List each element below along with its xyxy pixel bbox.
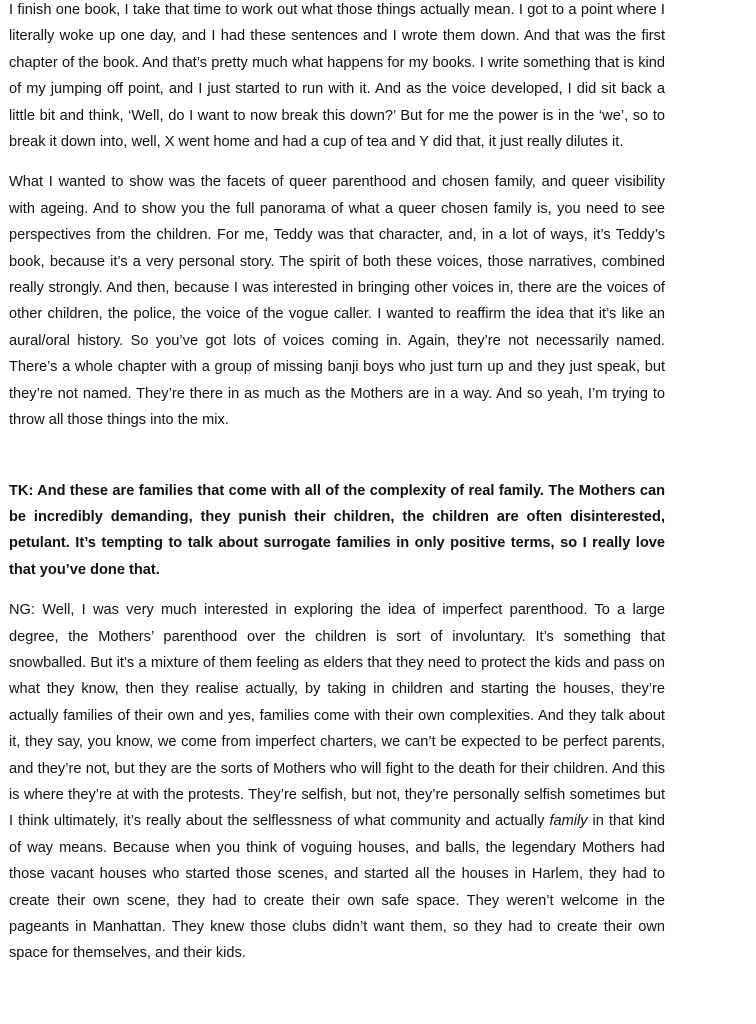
emphasized-word: family [549, 813, 588, 830]
answer-text-after-emphasis: in that kind of way means. Because when you think of voguing houses, and balls, the legendary Mothers had those vacant houses who started those scenes, and started all the houses in Harlem, they had to create their own scene, they had to create their own safe space. They weren’t welcome in the pageants in Manhattan. They knew those clubs didn’t want them, so they had to create their own space for themselves, and their kids. [9, 813, 665, 962]
document-page [9, 0, 665, 967]
answer-text-before-emphasis: NG: Well, I was very much interested in exploring the idea of imperfect parenthood. To a large degree, the Mothers’ parenthood over the children is sort of involuntary. It’s something that snowballed. But it’s a mixture of them feeling as elders that they need to protect the kids and pass on what they know, then they realise actually, by taking in children and starting the houses, they’re actually families of their own and yes, families come with their own complexities. And they talk about it, they say, you know, we come from imperfect charters, we can’t be expected to be perfect parents, and they’re not, but they are the sorts of Mothers who will fight to the death for their children. And this is where they’re at with the protests. They’re selfish, but not, they’re personally selfish sometimes but I think ultimately, it’s really about the selflessness of what community and actually [9, 602, 665, 830]
answer-paragraph-3 [9, 597, 665, 967]
answer-paragraph-1: I finish one book, I take that time to work out what those things actually mean. I got to a point where I literally woke up one day, and I had these sentences and I wrote them down. And that was the first chapter of the book. And that’s pretty much what happens for my books. I write something that is kind of my jumping off point, and I just started to run with it. And as the voice developed, I did sit back a little bit and think, ‘Well, do I want to now break this down?’ But for me the power is in the ‘we’, so to break it down into, well, X went home and had a cup of tea and Y did that, it just really dilutes it. [9, 2, 665, 151]
interviewer-question: TK: And these are families that come with all of the complexity of real family. The Mothers can be incredibly demanding, they punish their children, the children are often disinterested, petulant. It’s tempting to talk about surrogate families in only positive terms, so I really love that you’ve done that. [9, 482, 665, 578]
answer-paragraph-2: What I wanted to show was the facets of queer parenthood and chosen family, and queer visibility with ageing. And to show you the full panorama of what a queer chosen family is, you need to see perspectives from the children. For me, Teddy was that character, and, in a lot of ways, it’s Teddy’s book, because it’s a very personal story. The spirit of both these voices, those narratives, combined really strongly. And then, because I was interested in bringing other voices in, there are the voices of other children, the police, the voice of the vogue caller. I wanted to reaffirm the idea that it’s like an aural/oral history. So you’ve got lots of voices coming in. Again, they’re not necessarily named. There’s a whole chapter with a group of missing banji boys who just turn up and they just speak, but they’re not named. They’re there in as much as the Mothers are in a way. And so yeah, I’m trying to throw all those things into the mix. [9, 174, 665, 429]
